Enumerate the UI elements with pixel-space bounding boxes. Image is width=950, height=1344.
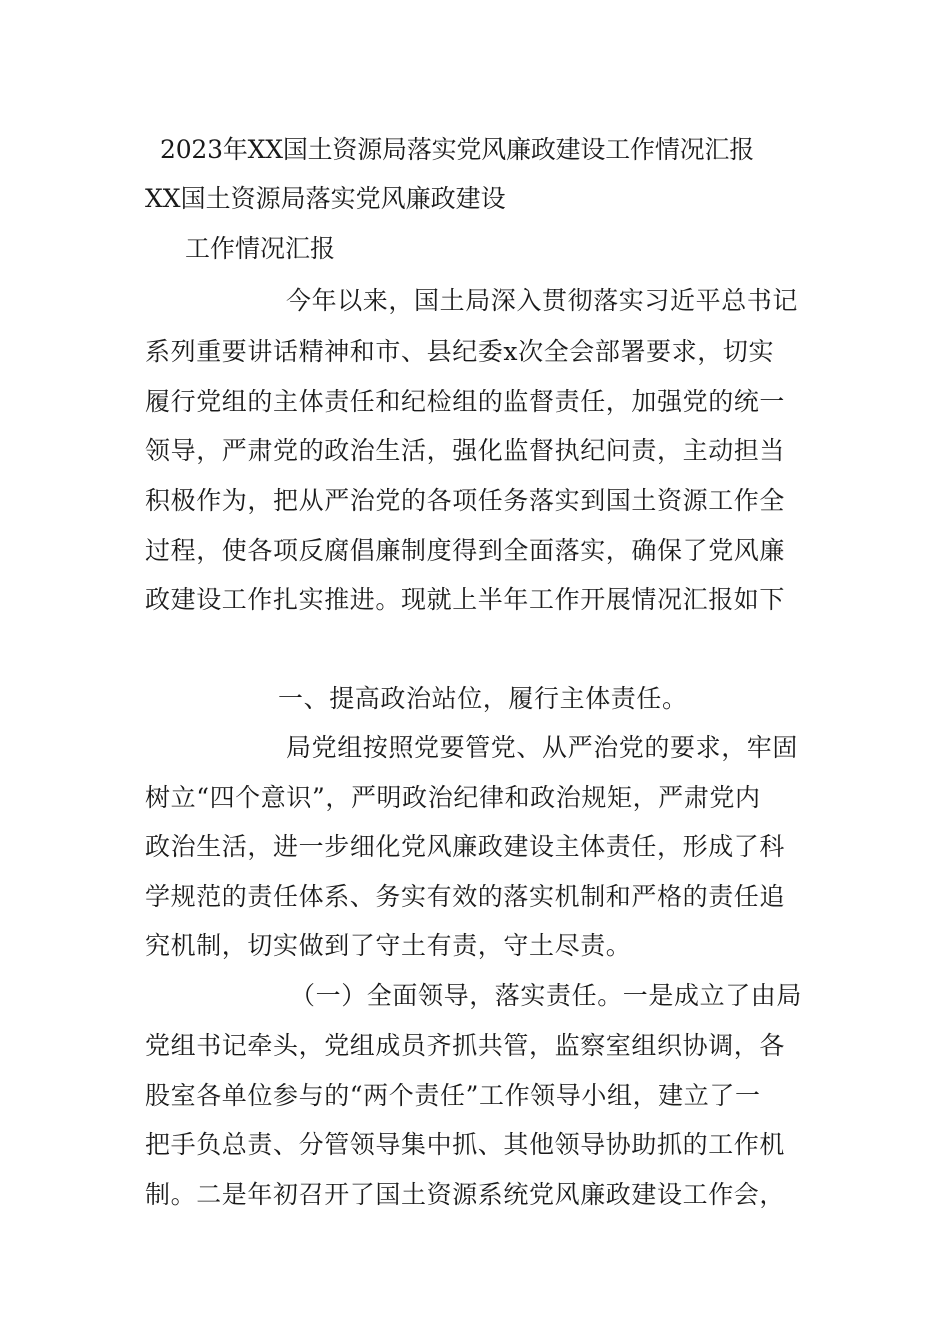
section1-line: 学规范的责任体系、务实有效的落实机制和严格的责任追 [145,882,786,911]
subsection-line: 党组书记牵头，党组成员齐抓共管，监察室组织协调，各 [145,1031,786,1060]
intro-line: 政建设工作扎实推进。现就上半年工作开展情况汇报如下 [145,585,786,614]
subsection-line: 把手负总责、分管领导集中抓、其他领导协助抓的工作机 [145,1130,786,1159]
document-subtitle-line-1: XX国土资源局落实党风廉政建设 [145,184,506,213]
intro-line: 今年以来，国土局深入贯彻落实习近平总书记 [286,286,799,315]
document-title: 2023年XX国土资源局落实党风廉政建设工作情况汇报 [160,135,755,164]
intro-line: 积极作为，把从严治党的各项任务落实到国土资源工作全 [145,486,786,515]
intro-line: 履行党组的主体责任和纪检组的监督责任，加强党的统一 [145,387,786,416]
intro-line: 系列重要讲话精神和市、县纪委x次全会部署要求，切实 [145,337,775,366]
subsection-line: 股室各单位参与的“两个责任”工作领导小组，建立了一 [145,1081,761,1110]
subsection-line: 制。二是年初召开了国土资源系统党风廉政建设工作会， [145,1180,786,1209]
subsection-line: （一）全面领导，落实责任。一是成立了由局 [290,981,803,1010]
intro-line: 领导，严肃党的政治生活，强化监督执纪问责，主动担当 [145,436,786,465]
section1-line: 局党组按照党要管党、从严治党的要求，牢固 [286,733,799,762]
document-subtitle-line-2: 工作情况汇报 [185,234,336,263]
intro-line: 过程，使各项反腐倡廉制度得到全面落实，确保了党风廉 [145,536,786,565]
section-heading: 一、提高政治站位，履行主体责任。 [278,684,688,713]
section1-line: 政治生活，进一步细化党风廉政建设主体责任，形成了科 [145,832,786,861]
section1-line: 究机制，切实做到了守土有责，守土尽责。 [145,931,632,960]
section1-line: 树立“四个意识”，严明政治纪律和政治规矩，严肃党内 [145,783,761,812]
